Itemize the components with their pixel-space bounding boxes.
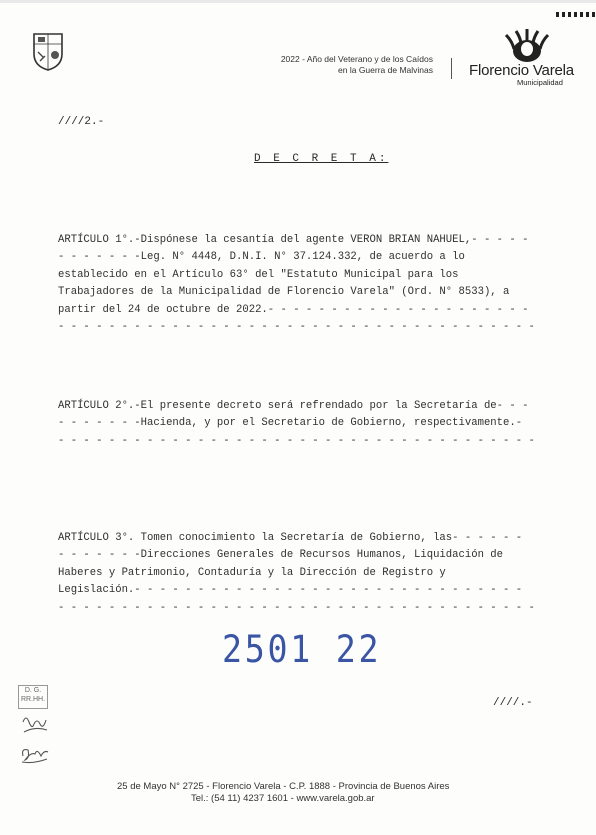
footer-address: 25 de Mayo N° 2725 - Florencio Varela - C.P. 1888 - Provincia de Buenos Aires [117,781,450,792]
article-3-line: - - - - - - - - - - - - - - - - - - - - - - - - - - - - - - - - - - - - - - [58,601,535,614]
handwritten-initials-signature [20,712,50,738]
header-motto [281,54,433,76]
logo-subtitle: Municipalidad [517,78,563,87]
motto-line-1: 2022 - Año del Veterano y de los Caídos [280,54,433,64]
article-2 [58,398,540,450]
article-2-line: ARTÍCULO 2°.-El presente decreto será refrendado por la Secretaría de- - - [58,400,529,412]
article-1-line: partir del 24 de octubre de 2022.- - - - - - - - - - - - - - - - - - - - - [58,303,529,316]
hr-stamp: D. G. RR.HH. [18,685,48,709]
article-1-line: - - - - - - -Leg. N° 4448, D.N.I. N° 37.124.332, de acuerdo a lo [58,251,465,264]
florencio-varela-logo-icon [500,29,554,65]
article-3 [58,530,540,617]
page-marker-bottom: ////.- [493,697,533,709]
document-title: D E C R E T A: [254,153,389,165]
article-1-line: - - - - - - - - - - - - - - - - - - - - - - - - - - - - - - - - - - - - - - [58,321,535,334]
article-3-line: Legislación.- - - - - - - - - - - - - - - - - - - - - - - - - - - - - - - [58,584,523,597]
article-3-line: ARTÍCULO 3°. Tomen conocimiento la Secretaría de Gobierno, las- - - - - - [58,532,523,544]
footer-contact: Tel.: (54 11) 4237 1601 - www.varela.gob.ar [191,793,375,804]
article-1-line: Trabajadores de la Municipalidad de Florencio Varela" (Ord. N° 8533), a [58,286,510,299]
article-1-line: ARTÍCULO 1°.-Dispónese la cesantía del agente VERON BRIAN NAHUEL,- - - - - [58,234,529,246]
header-divider [451,58,452,79]
article-2-line: - - - - - - - - - - - - - - - - - - - - - - - - - - - - - - - - - - - - - - [58,434,535,447]
article-3-line: Haberes y Patrimonio, Contaduría y la Dirección de Registro y [58,566,446,579]
scan-dash-mark [556,12,596,17]
decree-number-stamp: 2501 22 [222,628,382,671]
article-3-line: - - - - - - -Direcciones Generales de Recursos Humanos, Liquidación de [58,549,504,562]
scan-edge [0,0,596,3]
municipal-crest-icon [31,30,65,72]
article-1 [58,232,540,336]
motto-line-2: en la Guerra de Malvinas [338,65,433,75]
article-2-line: - - - - - - -Hacienda, y por el Secretario de Gobierno, respectivamente.- [58,417,523,430]
page-marker-top: ////2.- [58,116,105,128]
logo-name: Florencio Varela [469,62,574,79]
article-1-line: establecido en el Artículo 63° del "Estatuto Municipal para los [58,268,459,281]
handwritten-initials-signature-2 [19,742,51,766]
